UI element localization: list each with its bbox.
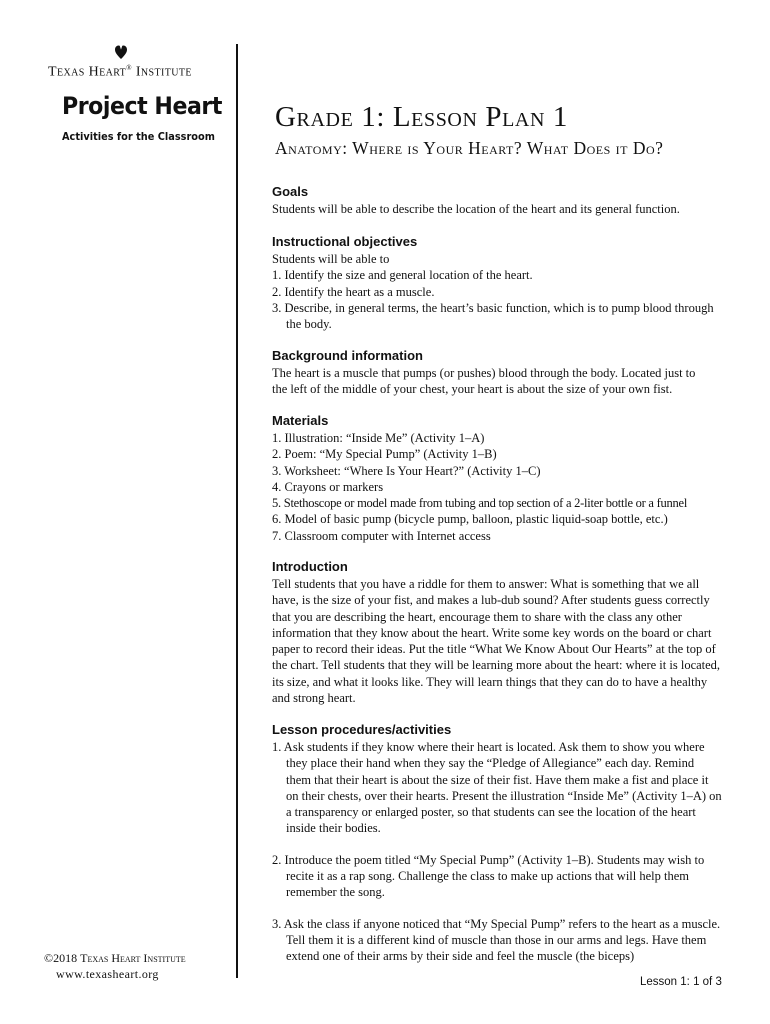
divider-line — [236, 44, 238, 978]
list-item: 2. Introduce the poem titled “My Special Pump” (Activity 1–B). Students may wish to recite it as a rap song. Challenge the class to make up actions that will help them remember the song. — [272, 852, 705, 900]
section-heading: Lesson procedures/activities — [272, 722, 452, 737]
materials-section — [272, 413, 742, 544]
list-item: 7. Classroom computer with Internet access — [272, 528, 491, 543]
list-item: 1. Identify the size and general location of the heart. — [272, 268, 533, 283]
objectives-list — [272, 267, 742, 332]
materials-list — [272, 430, 742, 544]
copyright-block: ©2018 Texas Heart Institute www.texasheart.org — [44, 951, 186, 981]
goals-text: Students will be able to describe the location of the heart and its general function. — [272, 202, 680, 216]
section-heading: Introduction — [272, 559, 348, 574]
list-item: 1. Illustration: “Inside Me” (Activity 1–A) — [272, 431, 485, 445]
procedures-section — [272, 722, 742, 965]
section-heading: Background information — [272, 348, 423, 363]
organization-name: Texas Heart® Institute — [48, 64, 192, 80]
background-text: The heart is a muscle that pumps (or pushes) blood through the body. Located just to the left of the middle of your chest, your heart is about the size of your own fist. — [272, 366, 696, 397]
program-subtitle: Activities for the Classroom — [62, 131, 215, 143]
lesson-subtitle: Anatomy: Where is Your Heart? What Does it Do? — [275, 138, 664, 158]
section-heading: Goals — [272, 184, 309, 199]
background-section — [272, 348, 742, 398]
list-item: 3. Describe, in general terms, the heart’s basic function, which is to pump blood through the body. — [272, 300, 714, 332]
page-number: Lesson 1: 1 of 3 — [640, 976, 722, 988]
section-heading: Instructional objectives — [272, 234, 418, 249]
introduction-section — [272, 559, 742, 706]
website-link[interactable]: www.texasheart.org — [56, 967, 159, 981]
list-item: 2. Poem: “My Special Pump” (Activity 1–B) — [272, 447, 497, 462]
program-title: Project Heart — [62, 92, 222, 120]
list-item: 2. Identify the heart as a muscle. — [272, 284, 435, 299]
list-item: 1. Ask students if they know where their heart is located. Ask them to show you where they place their hand when they say the “Pledge of Allegiance” each day. Remind them that their heart is about the size of their fist. Have them make a fist and place it on their chests, over their hearts. Present the illustration “Inside Me” (Activity 1–A) on a transparency or enlarged poster, so that students can see the location of the heart inside their bodies. — [272, 740, 722, 836]
heart-logo-icon — [114, 44, 128, 60]
procedures-list — [272, 739, 742, 965]
objectives-intro: Students will be able to — [272, 252, 390, 266]
lesson-title: Grade 1: Lesson Plan 1 — [275, 101, 568, 133]
sidebar — [0, 0, 236, 1024]
list-item: 3. Ask the class if anyone noticed that “My Special Pump” refers to the heart as a muscle. Tell them it is a different kind of muscle than those in our arms and legs. Have them extend one of their arms by their side and feel the muscle (the biceps) — [272, 916, 721, 964]
introduction-text: Tell students that you have a riddle for them to answer: What is something that we all have, is the size of your fist, and makes a lub-dub sound? After students guess correctly that you are describing the heart, encourage them to share with the class any other information that they know about the heart. Write some key words on the board or chart paper to record their ideas. Put the title “What We Know About Our Hearts” at the top of the chart. Tell students that they will be learning more about the heart: where it is located, its size, and what it looks like. They will learn things that they can do to have a healthy and strong heart. — [272, 577, 721, 706]
objectives-section — [272, 234, 742, 332]
section-heading: Materials — [272, 413, 329, 428]
list-item: 6. Model of basic pump (bicycle pump, balloon, plastic liquid-soap bottle, etc.) — [272, 512, 668, 527]
list-item: 3. Worksheet: “Where Is Your Heart?” (Activity 1–C) — [272, 463, 541, 478]
goals-section — [272, 184, 742, 217]
list-item: 5. Stethoscope or model made from tubing and top section of a 2-liter bottle or a funnel — [272, 496, 688, 511]
list-item: 4. Crayons or markers — [272, 479, 384, 494]
